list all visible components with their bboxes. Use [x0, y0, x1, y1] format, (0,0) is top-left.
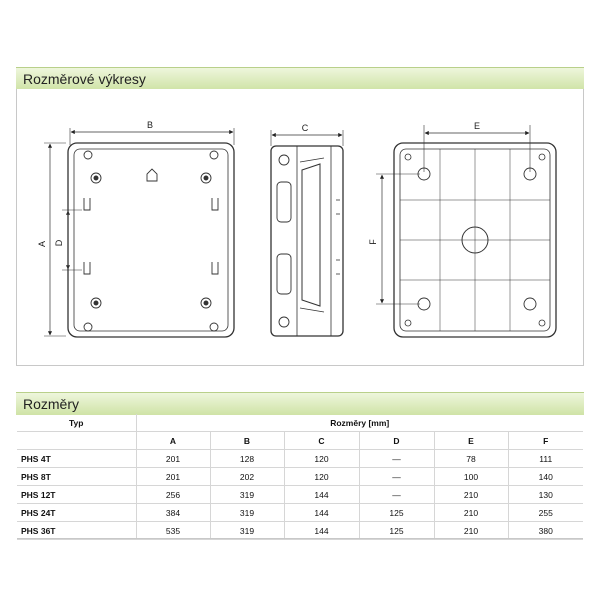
- column-header-A: A: [136, 432, 210, 450]
- cell-D: —: [359, 486, 434, 504]
- cell-A: 201: [136, 450, 210, 468]
- typ-header: Typ: [17, 414, 136, 432]
- cell-D: 125: [359, 504, 434, 522]
- cell-C: 144: [284, 486, 359, 504]
- cell-C: 144: [284, 522, 359, 540]
- dimensions-group-header: Rozměry [mm]: [136, 414, 583, 432]
- dimensions-section-title: Rozměry: [23, 396, 80, 412]
- cell-A: 256: [136, 486, 210, 504]
- dim-label-E: E: [473, 121, 481, 131]
- dim-label-B: B: [146, 120, 154, 130]
- table-header-row: [17, 414, 583, 432]
- column-header-D: D: [359, 432, 434, 450]
- row-typ: PHS 12T: [17, 486, 136, 504]
- cell-D: —: [359, 450, 434, 468]
- table-row: [17, 468, 583, 486]
- back-view-drawing: [376, 125, 556, 337]
- cell-B: 319: [210, 522, 284, 540]
- cell-A: 201: [136, 468, 210, 486]
- cell-F: 140: [508, 468, 583, 486]
- cell-E: 210: [434, 486, 508, 504]
- cell-B: 319: [210, 486, 284, 504]
- front-view-drawing: [44, 128, 234, 337]
- cell-D: —: [359, 468, 434, 486]
- table-row: [17, 450, 583, 468]
- cell-B: 128: [210, 450, 284, 468]
- dim-label-D: D: [54, 239, 64, 247]
- dim-label-F: F: [368, 239, 378, 245]
- cell-E: 78: [434, 450, 508, 468]
- cell-F: 255: [508, 504, 583, 522]
- dimensions-section-header: [16, 392, 584, 415]
- column-header-F: F: [508, 432, 583, 450]
- column-header-E: E: [434, 432, 508, 450]
- cell-F: 380: [508, 522, 583, 540]
- drawings-section-title: Rozměrové výkresy: [23, 71, 146, 87]
- cell-C: 120: [284, 468, 359, 486]
- dimensions-table: [17, 414, 583, 540]
- cell-B: 319: [210, 504, 284, 522]
- cell-F: 111: [508, 450, 583, 468]
- table-row: [17, 486, 583, 504]
- dim-label-C: C: [301, 123, 309, 133]
- typ-column-blank: [17, 432, 136, 450]
- cell-B: 202: [210, 468, 284, 486]
- row-typ: PHS 8T: [17, 468, 136, 486]
- row-typ: PHS 36T: [17, 522, 136, 540]
- table-row: [17, 504, 583, 522]
- column-header-B: B: [210, 432, 284, 450]
- table-column-header-row: [17, 432, 583, 450]
- row-typ: PHS 24T: [17, 504, 136, 522]
- column-header-C: C: [284, 432, 359, 450]
- cell-E: 210: [434, 504, 508, 522]
- cell-A: 535: [136, 522, 210, 540]
- cell-E: 210: [434, 522, 508, 540]
- cell-A: 384: [136, 504, 210, 522]
- cell-C: 144: [284, 504, 359, 522]
- table-bottom-rule: [17, 538, 583, 539]
- cell-D: 125: [359, 522, 434, 540]
- dim-label-A: A: [37, 240, 47, 248]
- side-view-drawing: [271, 130, 343, 336]
- table-row: [17, 522, 583, 540]
- cell-E: 100: [434, 468, 508, 486]
- cell-C: 120: [284, 450, 359, 468]
- row-typ: PHS 4T: [17, 450, 136, 468]
- cell-F: 130: [508, 486, 583, 504]
